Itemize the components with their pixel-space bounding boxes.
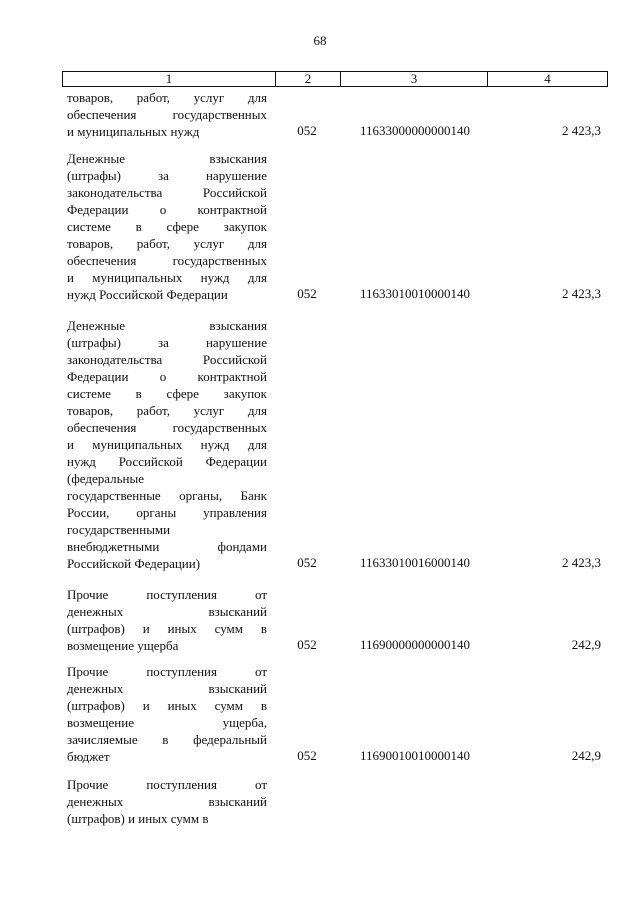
budget-code: 11690010010000140 (359, 748, 471, 763)
row-description (67, 317, 267, 572)
description-line: системе в сфере закупок (67, 386, 267, 401)
amount: 2 423,3 (562, 555, 601, 570)
budget-code: 11633000000000140 (359, 123, 471, 138)
description-line: товаров, работ, услуг для (67, 236, 267, 251)
description-line: (штрафов) и иных сумм в (67, 811, 209, 826)
description-line: товаров, работ, услуг для (67, 90, 267, 105)
description-line: Денежные взыскания (67, 151, 267, 166)
admin-code: 052 (297, 555, 317, 570)
description-line: (штрафов) и иных сумм в (67, 698, 267, 713)
admin-code: 052 (297, 748, 317, 763)
header-col-3: 3 (341, 72, 488, 86)
description-line: законодательства Российской (67, 185, 267, 200)
description-line: зачисляемые в федеральный (67, 732, 267, 747)
description-line: бюджет (67, 749, 110, 764)
description-line: и муниципальных нужд для (67, 270, 267, 285)
description-line: (штрафы) за нарушение (67, 168, 267, 183)
description-line: и муниципальных нужд для (67, 437, 267, 452)
description-line: обеспечения государственных (67, 253, 267, 268)
description-line: Денежные взыскания (67, 318, 267, 333)
admin-code: 052 (297, 637, 317, 652)
admin-code: 052 (297, 123, 317, 138)
budget-code: 11690000000000140 (359, 637, 471, 652)
description-line: обеспечения государственных (67, 107, 267, 122)
description-line: государственные органы, Банк (67, 488, 267, 503)
description-line: денежных взысканий (67, 681, 267, 696)
description-line: возмещение ущерба (67, 638, 179, 653)
description-line: (штрафов) и иных сумм в (67, 621, 267, 636)
header-col-4: 4 (544, 71, 551, 86)
admin-code: 052 (297, 286, 317, 301)
description-line: нужд Российской Федерации (67, 454, 267, 469)
description-line: и муниципальных нужд (67, 124, 200, 139)
row-description (67, 89, 267, 140)
budget-code: 11633010016000140 (359, 555, 471, 570)
description-line: денежных взысканий (67, 604, 267, 619)
description-line: внебюджетными фондами (67, 539, 267, 554)
header-col-1: 1 (63, 72, 276, 86)
budget-code: 11633010010000140 (359, 286, 471, 301)
table-header (62, 71, 608, 87)
row-description (67, 586, 267, 654)
description-line: государственными (67, 522, 171, 537)
description-line: нужд Российской Федерации (67, 287, 228, 302)
amount: 2 423,3 (562, 123, 601, 138)
row-description (67, 663, 267, 765)
description-line: законодательства Российской (67, 352, 267, 367)
description-line: Федерации о контрактной (67, 202, 267, 217)
amount: 242,9 (571, 637, 601, 652)
description-line: России, органы управления (67, 505, 267, 520)
amount: 242,9 (571, 748, 601, 763)
description-line: Прочие поступления от (67, 664, 267, 679)
description-line: Федерации о контрактной (67, 369, 267, 384)
description-line: обеспечения государственных (67, 420, 267, 435)
description-line: денежных взысканий (67, 794, 267, 809)
description-line: товаров, работ, услуг для (67, 403, 267, 418)
description-line: Прочие поступления от (67, 587, 267, 602)
amount: 2 423,3 (562, 286, 601, 301)
description-line: возмещение ущерба, (67, 715, 267, 730)
description-line: системе в сфере закупок (67, 219, 267, 234)
header-col-2: 2 (276, 72, 341, 86)
row-description (67, 150, 267, 303)
description-line: (федеральные (67, 471, 144, 486)
page-number: 68 (313, 33, 327, 48)
description-line: Российской Федерации) (67, 556, 201, 571)
row-description (67, 776, 267, 827)
description-line: (штрафы) за нарушение (67, 335, 267, 350)
description-line: Прочие поступления от (67, 777, 267, 792)
